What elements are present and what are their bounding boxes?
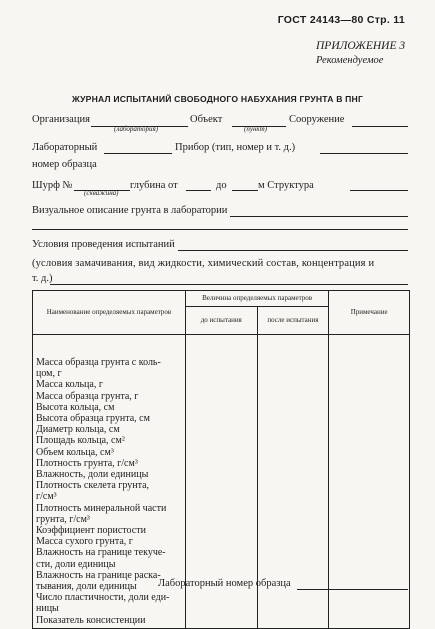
m-structure-label: м Структура bbox=[258, 180, 314, 191]
table-row: Плотность скелета грунта, bbox=[36, 480, 150, 492]
table-row: цом, г bbox=[36, 368, 62, 380]
conditions-label: Условия проведения испытаний bbox=[32, 239, 175, 250]
table-row: тывания, доли единицы bbox=[36, 581, 137, 593]
conditions-detail: (условия замачивания, вид жидкости, химический состав, концентрация и bbox=[32, 258, 375, 269]
table-row: Показатель консистенции bbox=[36, 614, 146, 626]
header-after-test: после испытания bbox=[257, 307, 329, 335]
sample-number-label: номер образца bbox=[32, 159, 97, 170]
table-row: Масса образца грунта, г bbox=[36, 390, 139, 402]
depth-from-label: глубина от bbox=[130, 180, 178, 191]
header-parameter-values: Величина определяемых параметров bbox=[185, 291, 328, 307]
object-label: Объект bbox=[190, 114, 223, 125]
note-column[interactable] bbox=[329, 335, 410, 629]
depth-to-label: до bbox=[216, 180, 227, 191]
table-row: Коэффициент пористости bbox=[36, 525, 146, 537]
point-sublabel: (пункт) bbox=[244, 125, 267, 133]
structure-field[interactable] bbox=[352, 126, 408, 127]
table-row: Масса образца грунта с коль- bbox=[36, 357, 161, 368]
header-parameter-name: Наименование определяемых параметров bbox=[33, 291, 186, 335]
lab-sample-number-field[interactable] bbox=[297, 589, 408, 590]
lab-label: Лабораторный bbox=[32, 142, 98, 153]
header-note: Примечание bbox=[329, 291, 410, 335]
pit-label: Шурф № bbox=[32, 180, 73, 191]
table-row: Влажность на границе текуче- bbox=[36, 547, 166, 559]
table-row: Плотность минеральной части bbox=[36, 502, 167, 514]
gost-page-header: ГОСТ 24143—80 Стр. 11 bbox=[277, 14, 405, 26]
table-row: Высота кольца, см bbox=[36, 401, 115, 413]
table-row: ницы bbox=[36, 603, 59, 615]
appendix-label: ПРИЛОЖЕНИЕ 3 bbox=[316, 40, 406, 52]
table-row: Влажность, доли единицы bbox=[36, 469, 149, 481]
device-label: Прибор (тип, номер и т. д.) bbox=[175, 142, 296, 153]
table-row: Плотность грунта, г/см³ bbox=[36, 457, 138, 469]
lab-sample-number-footer: Лабораторный номер образца bbox=[158, 578, 291, 589]
page-title: ЖУРНАЛ ИСПЫТАНИЙ СВОБОДНОГО НАБУХАНИЯ ГРУНТА В ПНГ bbox=[71, 94, 364, 104]
structure-label: Сооружение bbox=[289, 114, 345, 125]
table-row: Масса сухого грунта, г bbox=[36, 536, 133, 548]
conditions-etc: т. д.) bbox=[32, 273, 53, 284]
laboratory-sublabel: (лаборатория) bbox=[114, 125, 159, 133]
table-row: Масса кольца, г bbox=[36, 379, 103, 391]
visual-description-line-2[interactable] bbox=[32, 229, 408, 230]
table-row: Высота образца грунта, см bbox=[36, 413, 150, 425]
table-row: сти, доли единицы bbox=[36, 558, 116, 570]
visual-description-field[interactable] bbox=[230, 216, 408, 217]
table-row: Объем кольца, см³ bbox=[36, 446, 114, 458]
table-row: Площадь кольца, см² bbox=[36, 435, 125, 447]
structure-type-field[interactable] bbox=[350, 190, 408, 191]
well-sublabel: (скважина) bbox=[84, 189, 119, 197]
lab-field[interactable] bbox=[104, 153, 172, 154]
visual-description-label: Визуальное описание грунта в лаборатории bbox=[32, 205, 228, 216]
table-row: Влажность на границе раска- bbox=[36, 569, 161, 581]
organization-label: Организация bbox=[32, 114, 90, 125]
depth-to-field[interactable] bbox=[232, 190, 258, 191]
depth-from-field[interactable] bbox=[186, 190, 211, 191]
table-row: г/см³ bbox=[36, 491, 57, 503]
recommended-label: Рекомендуемое bbox=[316, 55, 384, 66]
table-row: грунта, г/см³ bbox=[36, 513, 90, 525]
conditions-field[interactable] bbox=[178, 250, 408, 251]
device-field[interactable] bbox=[320, 153, 408, 154]
header-before-test: до испытания bbox=[185, 307, 257, 335]
table-row: Число пластичности, доли еди- bbox=[36, 592, 170, 604]
table-row: Диаметр кольца, см bbox=[36, 424, 120, 436]
conditions-detail-field[interactable] bbox=[50, 284, 408, 285]
